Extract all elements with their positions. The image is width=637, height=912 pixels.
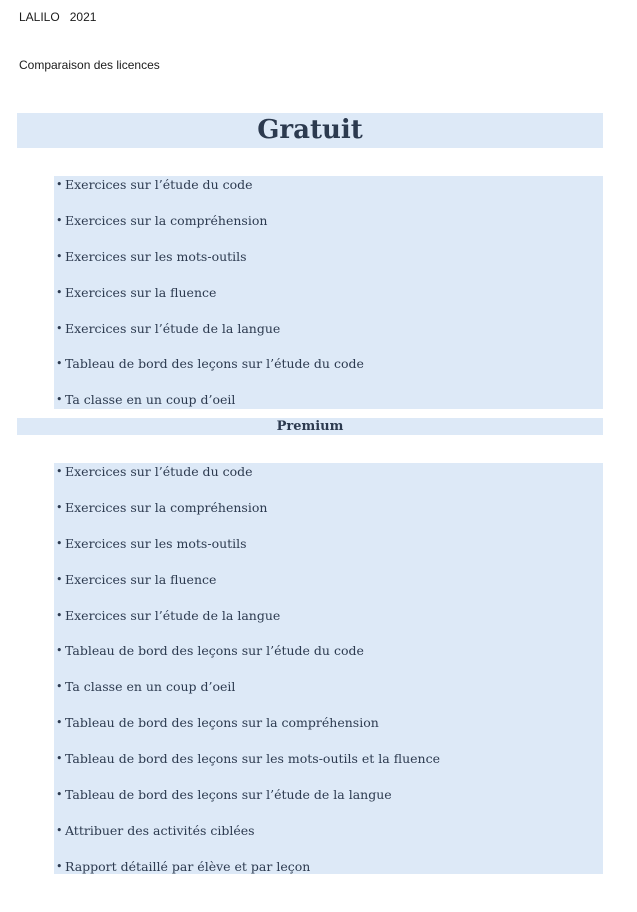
feature-label: Tableau de bord des leçons sur la compréhension [65, 715, 379, 731]
feature-label: Tableau de bord des leçons sur les mots-outils et la fluence [65, 751, 440, 767]
bullet-icon: • [56, 572, 63, 586]
feature-label: Tableau de bord des leçons sur l’étude du code [65, 356, 364, 372]
feature-label: Exercices sur la compréhension [65, 499, 268, 515]
bullet-icon: • [56, 788, 63, 802]
list-item [54, 678, 603, 714]
list-item [54, 284, 603, 320]
document-subtitle: Comparaison des licences [19, 58, 160, 72]
bullet-icon: • [56, 680, 63, 694]
premium-heading: Premium [17, 418, 603, 435]
feature-label: Rapport détaillé par élève et par leçon [65, 858, 311, 874]
bullet-icon: • [56, 249, 63, 263]
feature-label: Ta classe en un coup d’oeil [65, 392, 236, 408]
feature-label: Tableau de bord des leçons sur l’étude de la langue [65, 787, 392, 803]
year: 2021 [69, 10, 97, 24]
feature-label: Ta classe en un coup d’oeil [65, 679, 236, 695]
list-item [54, 248, 603, 284]
list-item [54, 463, 603, 499]
bullet-icon: • [56, 644, 63, 658]
bullet-icon: • [56, 321, 63, 335]
brand-name: LALILO [19, 10, 60, 24]
bullet-icon: • [56, 178, 63, 191]
list-item [54, 750, 603, 786]
bullet-icon: • [56, 823, 63, 837]
list-item [54, 786, 603, 822]
bullet-icon: • [56, 752, 63, 766]
bullet-icon: • [56, 500, 63, 514]
feature-label: Tableau de bord des leçons sur l’étude du code [65, 643, 364, 659]
bullet-icon: • [56, 213, 63, 227]
bullet-icon: • [56, 393, 63, 407]
feature-label: Exercices sur l’étude du code [65, 177, 253, 192]
list-item [54, 355, 603, 391]
list-item [54, 822, 603, 858]
bullet-icon: • [56, 536, 63, 550]
feature-label: Exercices sur la fluence [65, 571, 217, 587]
premium-feature-list [54, 463, 603, 874]
list-item [54, 320, 603, 356]
list-item [54, 212, 603, 248]
list-item [54, 499, 603, 535]
list-item [54, 571, 603, 607]
feature-label: Exercices sur l’étude du code [65, 464, 253, 479]
list-item [54, 714, 603, 750]
feature-label: Exercices sur les mots-outils [65, 535, 247, 551]
gratuit-heading: Gratuit [17, 113, 603, 148]
feature-label: Exercices sur l’étude de la langue [65, 607, 281, 623]
list-item [54, 642, 603, 678]
document-header [19, 9, 96, 25]
list-item [54, 607, 603, 643]
bullet-icon: • [56, 716, 63, 730]
list-item [54, 535, 603, 571]
feature-label: Exercices sur l’étude de la langue [65, 320, 281, 336]
list-item [54, 176, 603, 212]
bullet-icon: • [56, 859, 63, 873]
bullet-icon: • [56, 465, 63, 478]
gratuit-feature-list [54, 176, 603, 409]
feature-label: Exercices sur la fluence [65, 284, 217, 300]
feature-label: Attribuer des activités ciblées [65, 822, 255, 838]
feature-label: Exercices sur la compréhension [65, 212, 268, 228]
feature-label: Exercices sur les mots-outils [65, 248, 247, 264]
bullet-icon: • [56, 608, 63, 622]
list-item [54, 858, 603, 894]
bullet-icon: • [56, 285, 63, 299]
bullet-icon: • [56, 357, 63, 371]
